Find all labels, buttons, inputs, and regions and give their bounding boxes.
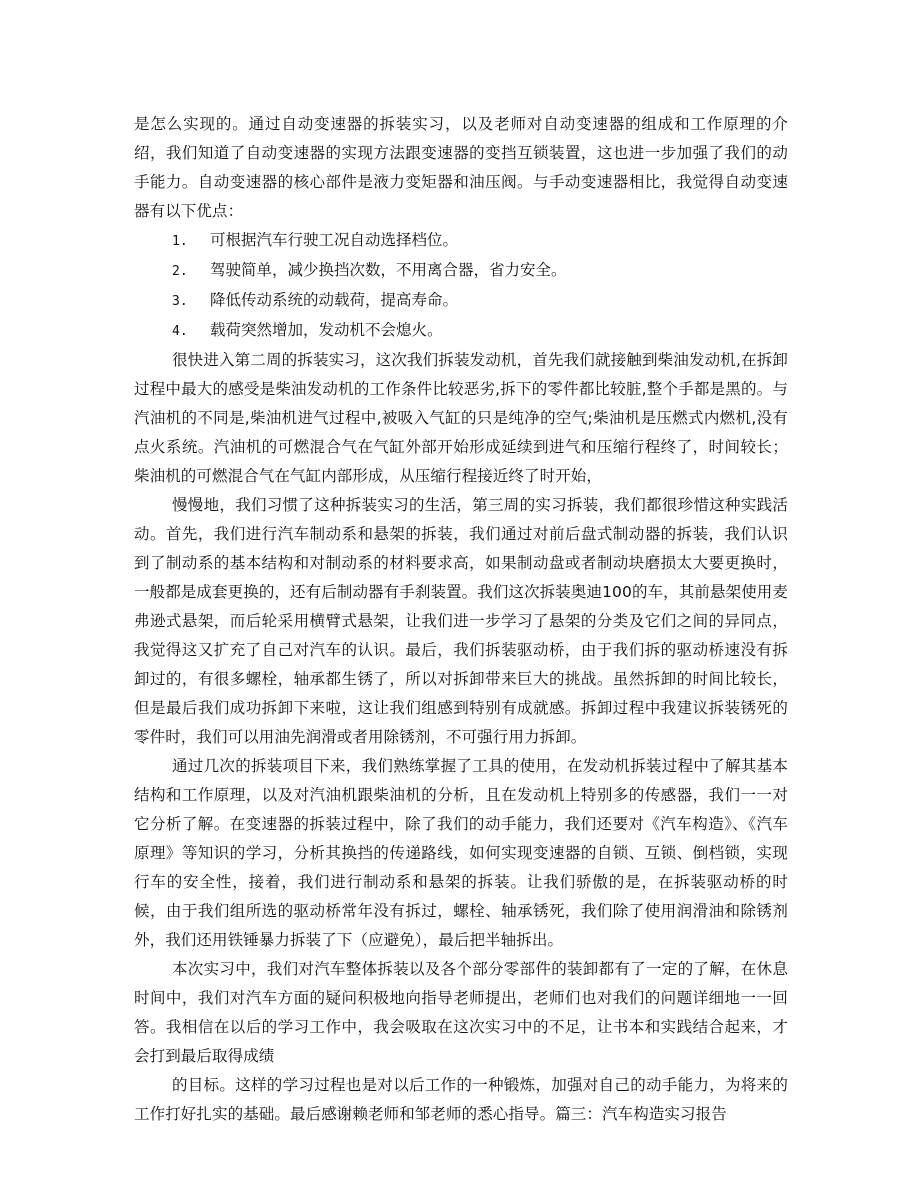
list-text: 降低传动系统的动载荷，提高寿命。 xyxy=(210,291,459,309)
paragraph-conclusion: 的目标。这样的学习过程也是对以后工作的一种锻炼，加强对自己的动手能力，为将来的工作打好扎实的基础。最后感谢赖老师和邹老师的悉心指导。篇三：汽车构造实习报告 xyxy=(134,1076,788,1123)
list-item-2 xyxy=(134,256,788,286)
document-page xyxy=(134,110,788,1129)
list-item-4 xyxy=(134,316,788,346)
list-text: 驾驶简单，减少换挡次数，不用离合器，省力安全。 xyxy=(210,261,567,279)
list-text: 可根据汽车行驶工况自动选择档位。 xyxy=(210,231,459,249)
list-item-3 xyxy=(134,286,788,316)
paragraph-reflection: 本次实习中，我们对汽车整体拆装以及各个部分零部件的装卸都有了一定的了解，在休息时间中，我们对汽车方面的疑问积极地向指导老师提出，老师们也对我们的问题详细地一一回答。我相信在以后的学习工作中，我会吸取在这次实习中的不足，让书本和实践结合起来，才会打到最后取得成绩 xyxy=(134,960,788,1065)
paragraph-brake-suspension: 慢慢地，我们习惯了这种拆装实习的生活，第三周的实习拆装，我们都很珍惜这种实践活动。首先，我们进行汽车制动系和悬架的拆装，我们通过对前后盘式制动器的拆装，我们认识到了制动系的基本结构和对制动系的材料要求高，如果制动盘或者制动块磨损太大要更换时，一般都是成套更换的，还有后制动器有手刹装置。我们这次拆装奥迪100的车，其前悬架使用麦弗逊式悬架，而后轮采用横臂式悬架，让我们进一步学习了悬架的分类及它们之间的异同点，我觉得这又扩充了自己对汽车的认识。最后，我们拆装驱动桥，由于我们拆的驱动桥速没有拆卸过的，有很多螺栓，轴承都生锈了，所以对拆卸带来巨大的挑战。虽然拆卸的时间比较长，但是最后我们成功拆卸下来啦，这让我们组感到特别有成就感。拆卸过程中我建议拆装锈死的零件时，我们可以用油先润滑或者用除锈剂，不可强行用力拆卸。 xyxy=(134,496,788,746)
paragraph-auto-transmission: 是怎么实现的。通过自动变速器的拆装实习，以及老师对自动变速器的组成和工作原理的介绍，我们知道了自动变速器的实现方法跟变速器的变挡互锁装置，这也进一步加强了我们的动手能力。自动变速器的核心部件是液力变矩器和油压阀。与手动变速器相比，我觉得自动变速器有以下优点： xyxy=(134,115,788,220)
paragraph-summary: 通过几次的拆装项目下来，我们熟练掌握了工具的使用，在发动机拆装过程中了解其基本结构和工作原理，以及对汽油机跟柴油机的分析，且在发动机上特别多的传感器，我们一一对它分析了解。在变速器的拆装过程中，除了我们的动手能力，我们还要对《汽车构造》、《汽车原理》等知识的学习，分析其换挡的传递路线，如何实现变速器的自锁、互锁、倒档锁，实现行车的安全性，接着，我们进行制动系和悬架的拆装。让我们骄傲的是，在拆装驱动桥的时候，由于我们组所选的驱动桥常年没有拆过，螺栓、轴承锈死，我们除了使用润滑油和除锈剂外，我们还用铁锤暴力拆装了下（应避免），最后把半轴拆出。 xyxy=(134,757,788,949)
list-text: 载荷突然增加，发动机不会熄火。 xyxy=(210,321,443,339)
list-number: 1. xyxy=(172,234,188,249)
list-number: 4. xyxy=(172,324,188,339)
list-number: 3. xyxy=(172,294,188,309)
paragraph-engine: 很快进入第二周的拆装实习，这次我们拆装发动机，首先我们就接触到柴油发动机,在拆卸过程中最大的感受是柴油发动机的工作条件比较恶劣,拆下的零件都比较脏,整个手都是黑的。与汽油机的不同是,柴油机进气过程中,被吸入气缸的只是纯净的空气;柴油机是压燃式内燃机,没有点火系统。汽油机的可燃混合气在气缸外部开始形成延续到进气和压缩行程终了，时间较长；柴油机的可燃混合气在气缸内部形成，从压缩行程接近终了时开始， xyxy=(134,351,788,485)
list-number: 2. xyxy=(172,264,188,279)
list-item-1 xyxy=(134,226,788,256)
